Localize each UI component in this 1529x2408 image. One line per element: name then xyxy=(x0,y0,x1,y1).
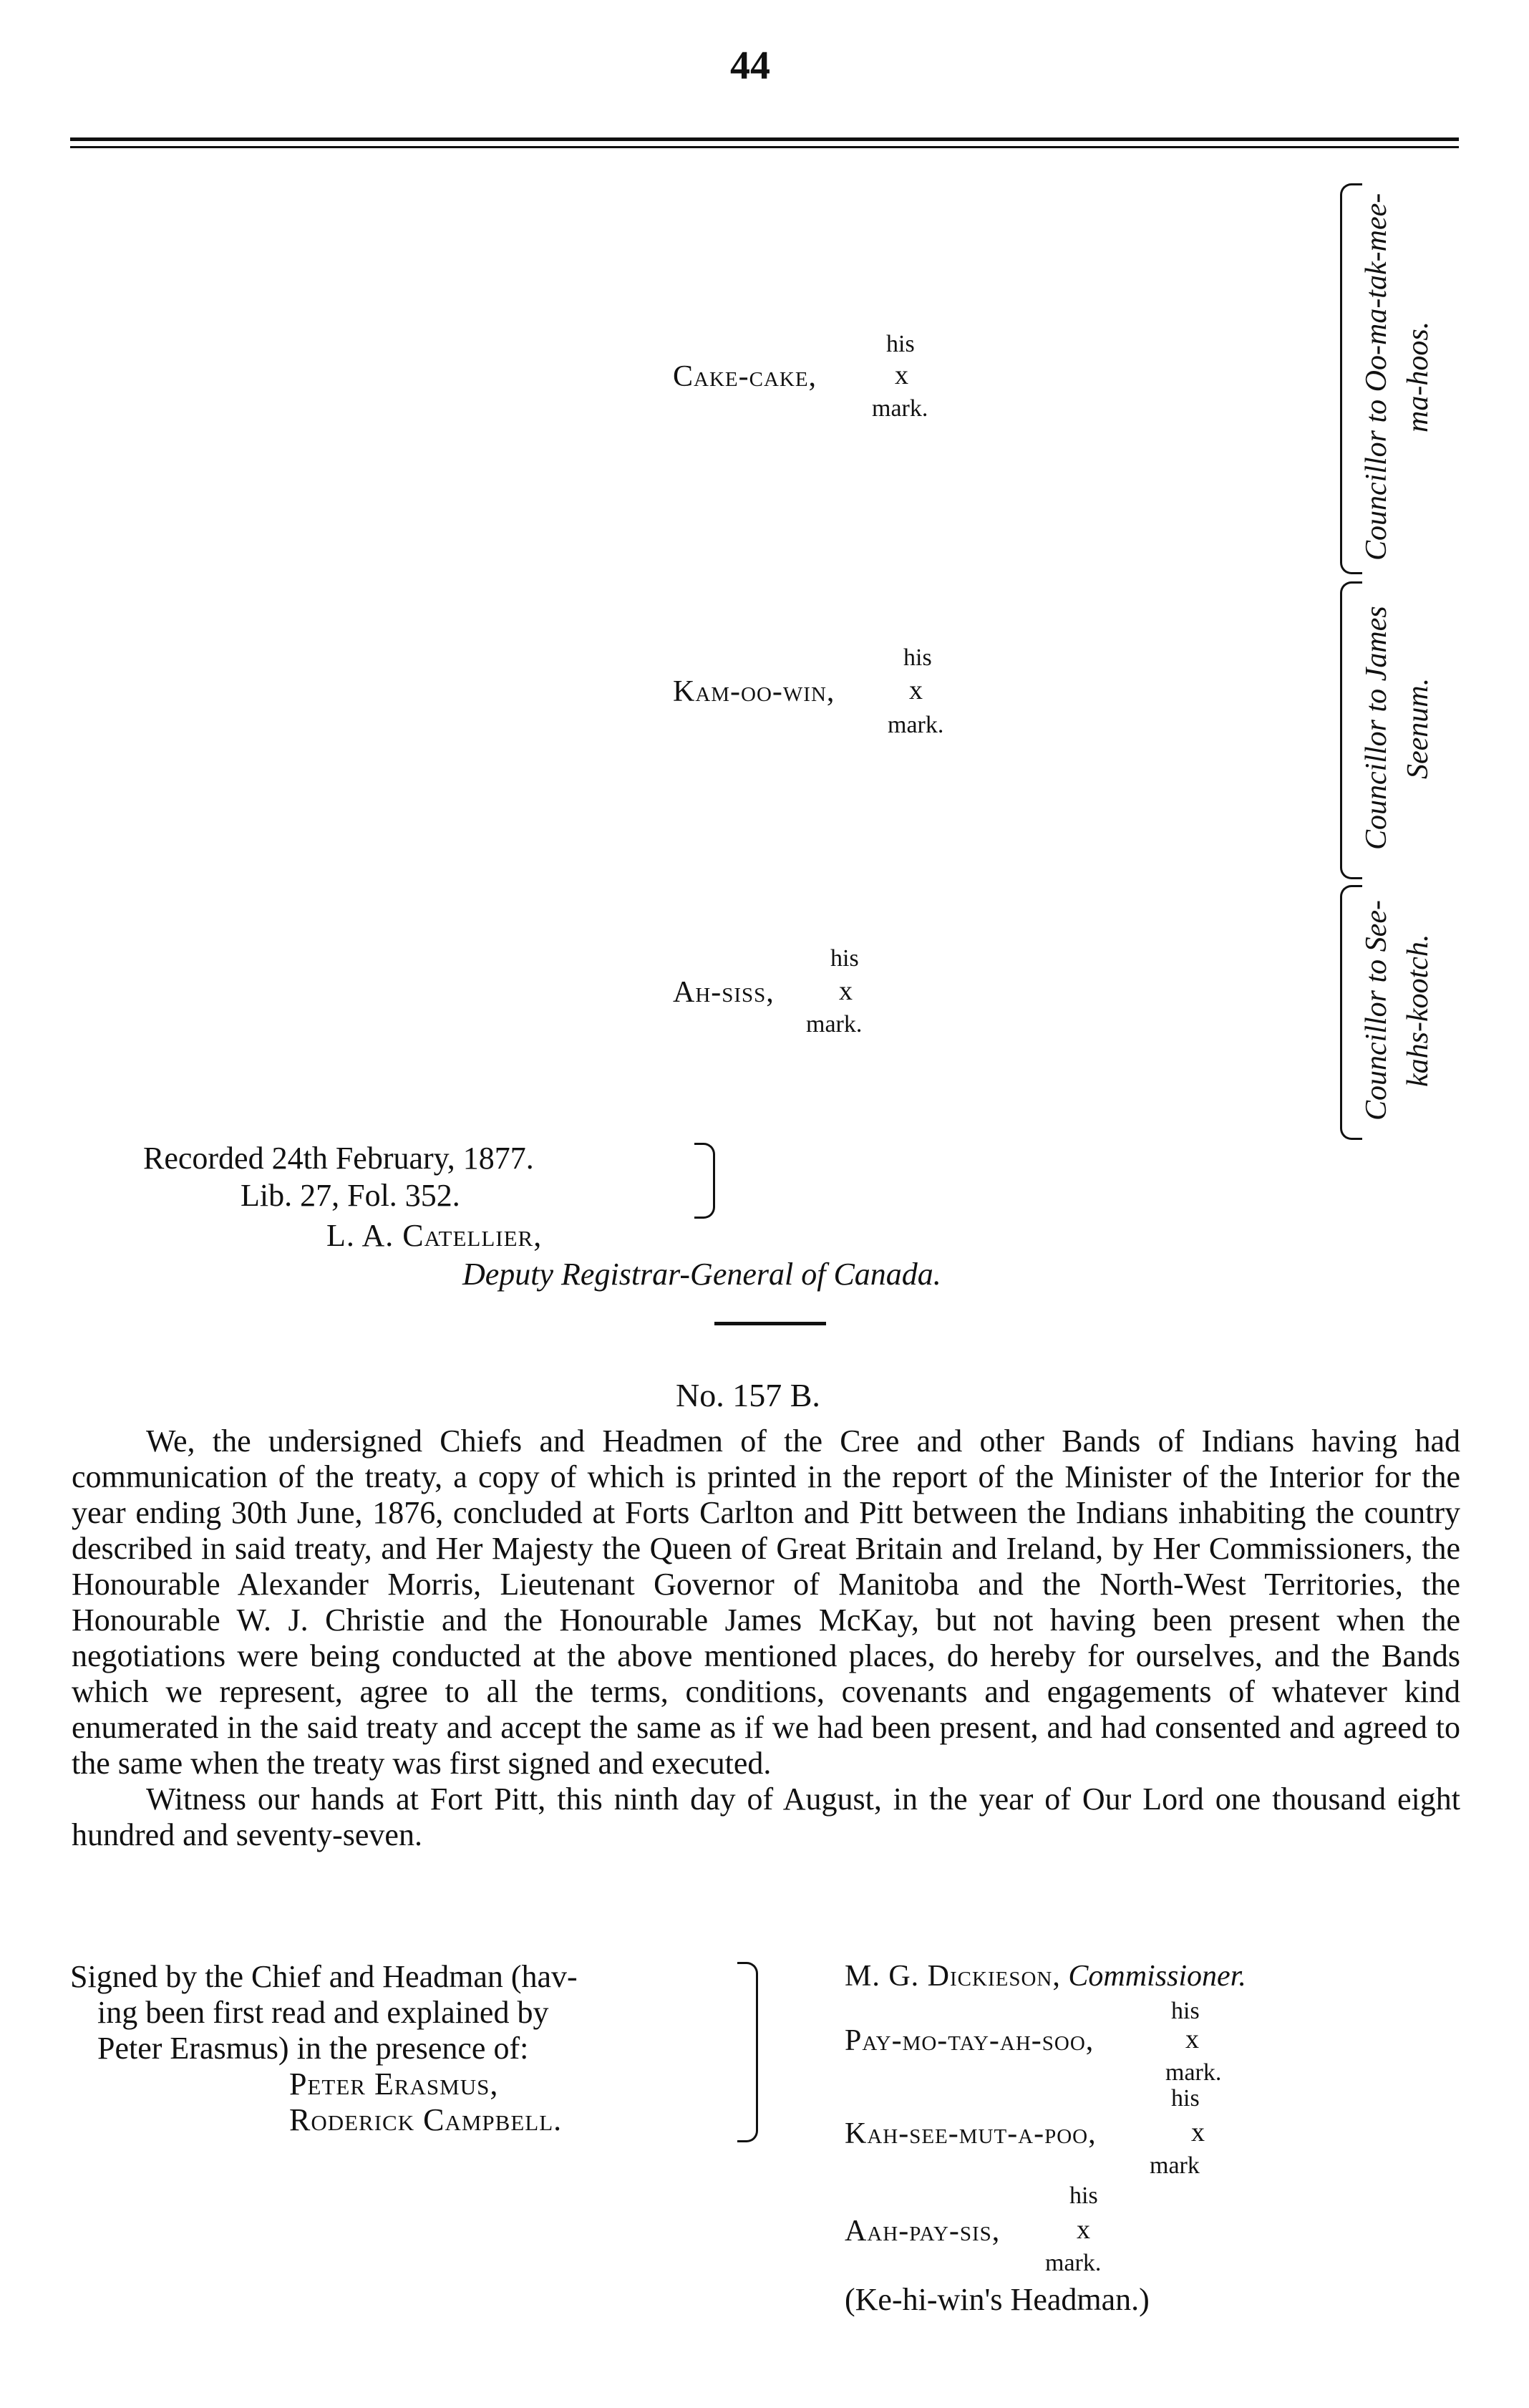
signature-his: his xyxy=(1171,2085,1200,2112)
section-title: No. 157 B. xyxy=(676,1377,820,1413)
signature-his: his xyxy=(1069,2182,1098,2209)
signature-name: Aah-pay-sis, xyxy=(845,2215,1001,2248)
signature-his: his xyxy=(830,945,859,972)
signed-by-line: ing been first read and explained by xyxy=(97,1995,549,2030)
signed-by-line: Peter Erasmus) in the presence of: xyxy=(97,2031,529,2066)
recorded-date: Recorded 24th February, 1877. xyxy=(143,1141,534,1176)
signature-mark: mark. xyxy=(806,1011,863,1038)
signature-x-mark: x xyxy=(895,360,908,390)
commissioner-title: Commissioner. xyxy=(1068,1960,1246,1993)
section-divider xyxy=(714,1322,826,1325)
witness-name: Peter Erasmus, xyxy=(289,2066,499,2102)
signature-name: Pay-mo-tay-ah-soo, xyxy=(845,2024,1094,2057)
signature-name: Kah-see-mut-a-poo, xyxy=(845,2117,1097,2150)
paragraph-agreement: We, the undersigned Chiefs and Headmen of the Cree and other Bands of Indians having had communication of the treaty, a copy of which is printed in the report of the Minister of the Interior for the year ending 30th June, 1876, concluded at Forts Carlton and Pitt between the Indians inhabiting the country described in said treaty, and Her Majesty the Queen of Great Britain and Ireland, by Her Commissioners, the Honourable Alexander Morris, Lieutenant Governor of Manitoba and the North-West Territories, the Honourable W. J. Christie and the Honourable James McKay, but not having been present when the negotiations were being conducted at the above mentioned places, do hereby for ourselves, and the Bands which we represent, agree to all the terms, conditions, covenants and engagements of whatever kind enumerated in the said treaty and accept the same as if we had been present, and had consented and agreed to the same when the treaty was first signed and executed. xyxy=(72,1423,1460,1781)
page-number: 44 xyxy=(730,44,770,88)
signed-by-line: Signed by the Chief and Headman (hav- xyxy=(70,1959,578,1994)
signature-mark: mark. xyxy=(888,712,944,738)
signed-by-brace xyxy=(737,1962,758,2142)
signature-mark: mark. xyxy=(1045,2250,1102,2276)
headman-note: (Ke-hi-win's Headman.) xyxy=(845,2282,1150,2317)
witness-name: Roderick Campbell. xyxy=(289,2102,563,2137)
councillor-label: Councillor to See-kahs-kootch. xyxy=(1360,900,1435,1121)
recorded-lib-fol: Lib. 27, Fol. 352. xyxy=(241,1178,460,1213)
registrar-name: L. A. Catellier, xyxy=(326,1218,543,1253)
signature-x-mark: x xyxy=(1077,2215,1090,2245)
councillor-label: Councillor to Oo-ma-tak-mee-ma-hoos. xyxy=(1360,193,1435,561)
signature-his: his xyxy=(1171,1998,1200,2024)
signature-mark: mark. xyxy=(872,395,928,422)
signature-name: Cake-cake, xyxy=(673,360,817,393)
signature-name: Ah-siss, xyxy=(673,976,775,1009)
councillor-label: Councillor to James Seenum. xyxy=(1360,606,1435,851)
commissioner-line xyxy=(845,1959,1246,1993)
registrar-title: Deputy Registrar-General of Canada. xyxy=(462,1257,941,1292)
signature-his: his xyxy=(886,331,915,357)
signature-x-mark: x xyxy=(839,976,853,1006)
treaty-adhesion-text xyxy=(72,1423,1460,1853)
commissioner-name: M. G. Dickieson, xyxy=(845,1960,1061,1993)
signature-mark: mark xyxy=(1150,2152,1200,2179)
signature-mark: mark. xyxy=(1165,2059,1222,2086)
header-rule-bottom xyxy=(70,146,1459,148)
header-rule-top xyxy=(70,137,1459,141)
recorded-brace xyxy=(694,1143,715,1219)
signature-name: Kam-oo-win, xyxy=(673,675,835,708)
signature-x-mark: x xyxy=(1191,2117,1205,2147)
signed-by-block xyxy=(70,1959,743,2138)
signature-x-mark: x xyxy=(1185,2024,1199,2054)
paragraph-witness: Witness our hands at Fort Pitt, this ninth day of August, in the year of Our Lord one thousand eight hundred and seventy-seven. xyxy=(72,1781,1460,1852)
signature-x-mark: x xyxy=(909,675,923,705)
signature-his: his xyxy=(903,644,932,671)
